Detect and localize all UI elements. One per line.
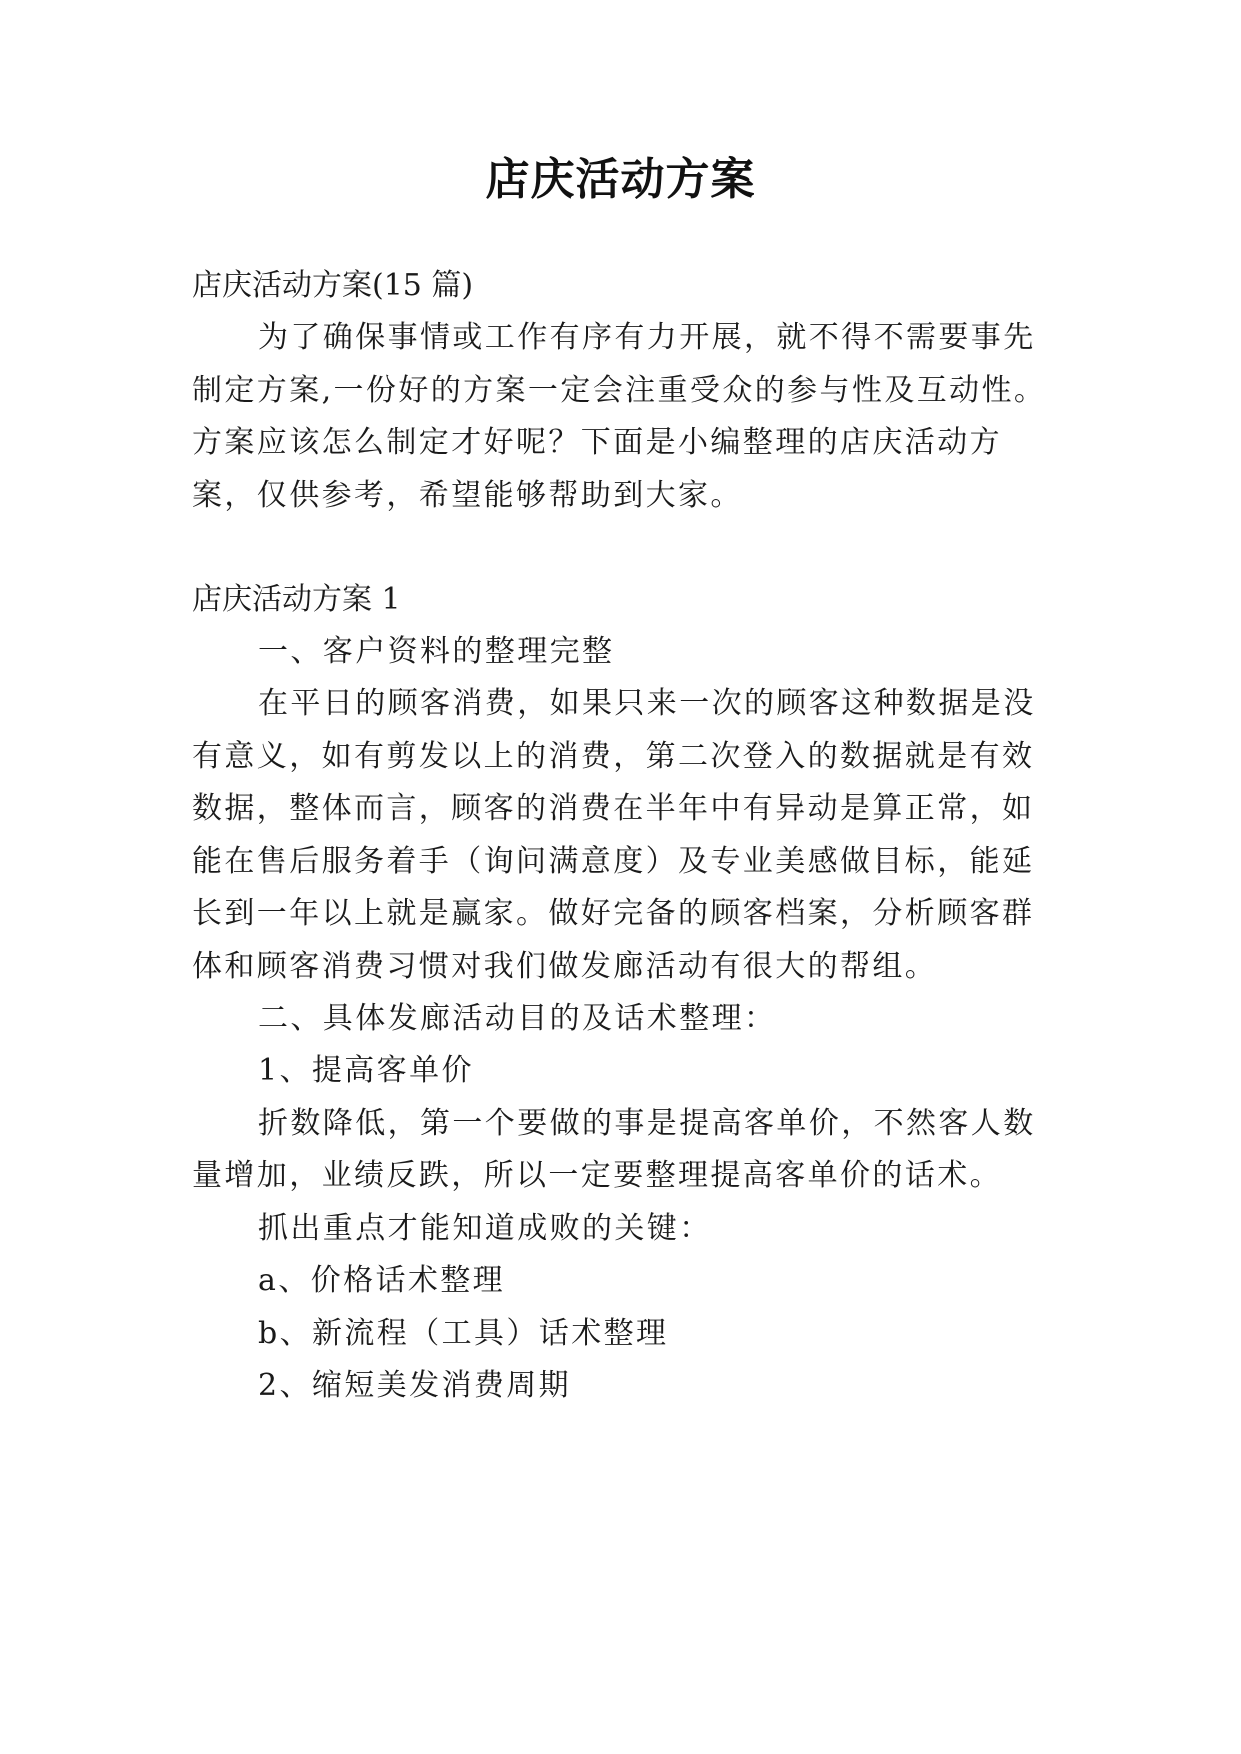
key-item-a: a、价格话术整理 bbox=[258, 1263, 506, 1298]
body-line: 折数降低，第一个要做的事是提高客单价，不然客人数 bbox=[258, 1106, 1036, 1141]
intro-line: 案，仅供参考，希望能够帮助到大家。 bbox=[192, 478, 743, 513]
key-point: 抓出重点才能知道成败的关键： bbox=[258, 1211, 712, 1246]
body-line: 长到一年以上就是赢家。做好完备的顾客档案，分析顾客群 bbox=[192, 896, 1035, 931]
item-heading: 一、客户资料的整理完整 bbox=[258, 634, 615, 669]
intro-line: 方案应该怎么制定才好呢？下面是小编整理的店庆活动方 bbox=[192, 425, 1002, 460]
section-heading: 店庆活动方案 1 bbox=[192, 582, 401, 617]
body-line: 能在售后服务着手（询问满意度）及专业美感做目标，能延 bbox=[192, 844, 1035, 879]
document-subtitle: 店庆活动方案(15 篇) bbox=[192, 268, 474, 303]
intro-line: 制定方案,一份好的方案一定会注重受众的参与性及互动性。 bbox=[192, 373, 1047, 408]
body-line: 数据，整体而言，顾客的消费在半年中有异动是算正常，如 bbox=[192, 791, 1035, 826]
intro-line: 为了确保事情或工作有序有力开展，就不得不需要事先 bbox=[258, 320, 1036, 355]
body-line: 在平日的顾客消费，如果只来一次的顾客这种数据是没 bbox=[258, 686, 1036, 721]
sub-heading: 2、缩短美发消费周期 bbox=[258, 1368, 572, 1403]
sub-heading: 1、提高客单价 bbox=[258, 1053, 474, 1088]
document-title: 店庆活动方案 bbox=[485, 154, 756, 205]
body-line: 体和顾客消费习惯对我们做发廊活动有很大的帮组。 bbox=[192, 949, 938, 984]
item-heading: 二、具体发廊活动目的及话术整理： bbox=[258, 1001, 777, 1036]
body-line: 量增加，业绩反跌，所以一定要整理提高客单价的话术。 bbox=[192, 1158, 1002, 1193]
body-line: 有意义，如有剪发以上的消费，第二次登入的数据就是有效 bbox=[192, 739, 1035, 774]
key-item-b: b、新流程（工具）话术整理 bbox=[258, 1316, 669, 1351]
